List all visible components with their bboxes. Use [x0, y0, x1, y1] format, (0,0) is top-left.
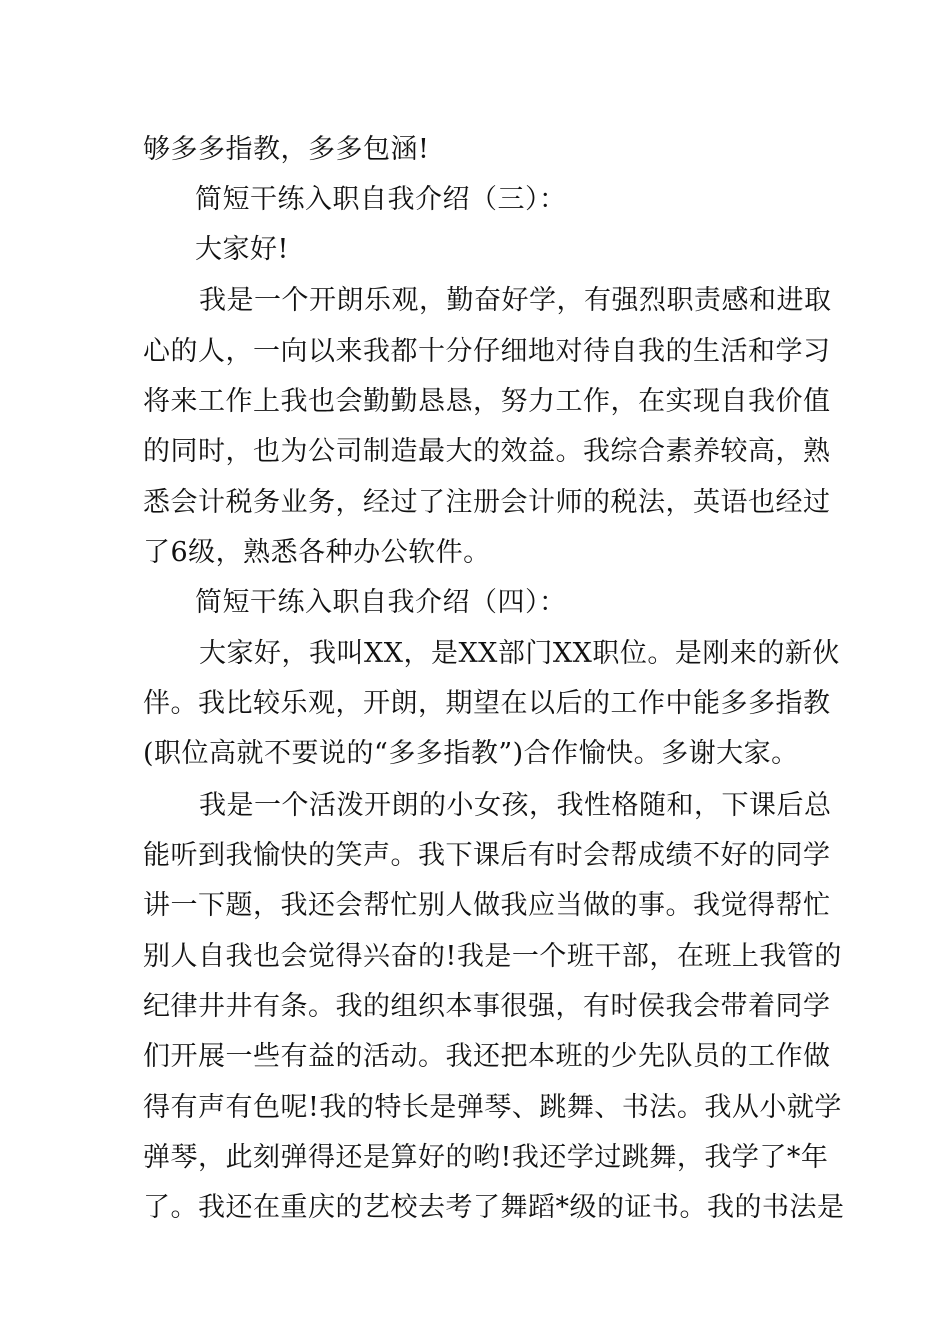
text-line: 们开展一些有益的活动。我还把本班的少先队员的工作做	[143, 1041, 831, 1072]
text-line: 心的人，一向以来我都十分仔细地对待自我的生活和学习	[143, 336, 831, 367]
text-line: 的同时，也为公司制造最大的效益。我综合素养较高，熟	[143, 436, 831, 467]
text-line: 我是一个开朗乐观，勤奋好学，有强烈职责感和进取	[199, 285, 832, 316]
section-heading: 简短干练入职自我介绍（三）：	[195, 184, 567, 215]
text-line: 了6级，熟悉各种办公软件。	[143, 537, 491, 568]
text-line: 了。我还在重庆的艺校去考了舞蹈*级的证书。我的书法是	[143, 1192, 845, 1223]
text-line: 够多多指教，多多包涵!	[143, 134, 430, 165]
text-line: 悉会计税务业务，经过了注册会计师的税法，英语也经过	[143, 487, 831, 518]
text-line: 大家好，我叫XX，是XX部门XX职位。是刚来的新伙	[199, 638, 840, 669]
text-line: (职位高就不要说的“多多指教”)合作愉快。多谢大家。	[143, 738, 799, 769]
text-line: 纪律井井有条。我的组织本事很强，有时侯我会带着同学	[143, 991, 831, 1022]
text-line: 别人自我也会觉得兴奋的!我是一个班干部，在班上我管的	[143, 941, 842, 972]
text-line: 我是一个活泼开朗的小女孩，我性格随和，下课后总	[199, 790, 832, 821]
greeting-line: 大家好!	[195, 234, 289, 265]
text-line: 弹琴，此刻弹得还是算好的哟!我还学过跳舞，我学了*年	[143, 1142, 829, 1173]
text-line: 得有声有色呢!我的特长是弹琴、跳舞、书法。我从小就学	[143, 1092, 842, 1123]
section-heading: 简短干练入职自我介绍（四）：	[195, 587, 567, 618]
text-line: 能听到我愉快的笑声。我下课后有时会帮成绩不好的同学	[143, 840, 831, 871]
text-line: 讲一下题，我还会帮忙别人做我应当做的事。我觉得帮忙	[143, 890, 831, 921]
text-line: 将来工作上我也会勤勤恳恳，努力工作，在实现自我价值	[143, 386, 831, 417]
text-line: 伴。我比较乐观，开朗，期望在以后的工作中能多多指教	[143, 688, 831, 719]
